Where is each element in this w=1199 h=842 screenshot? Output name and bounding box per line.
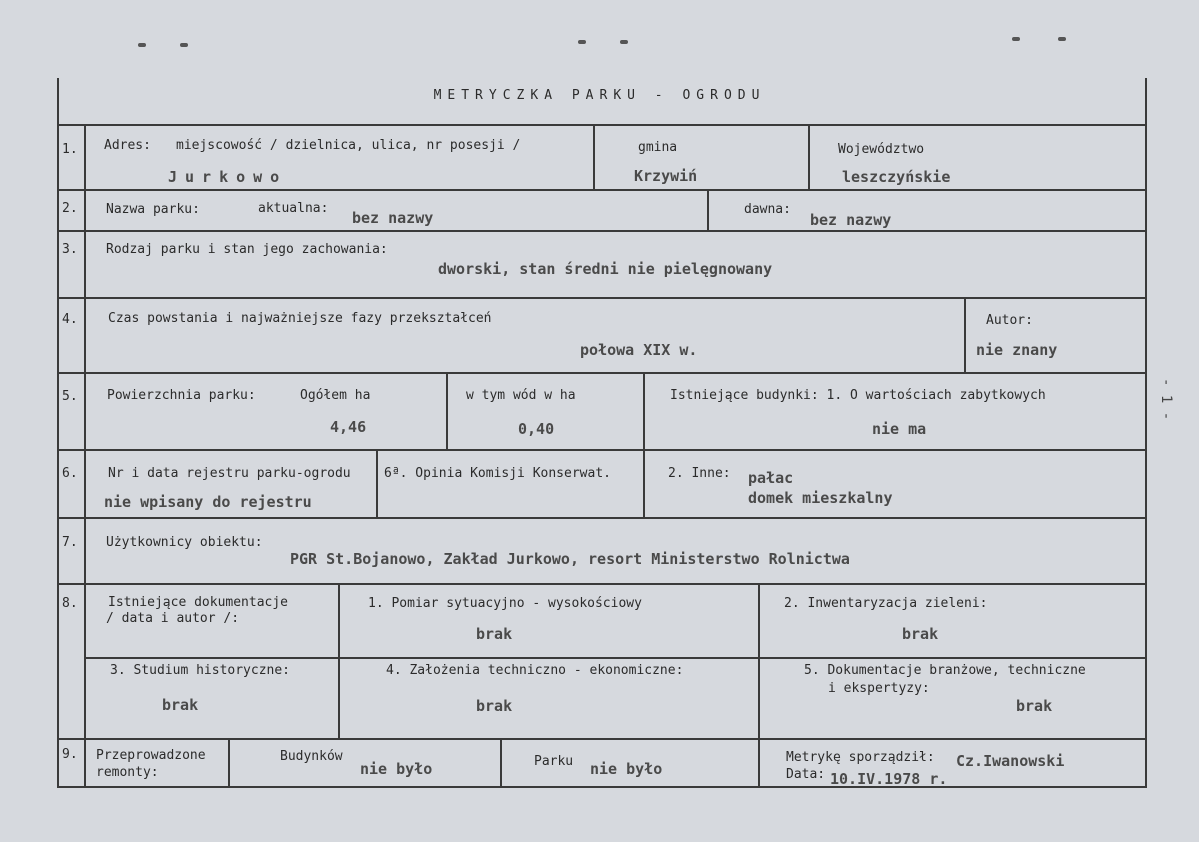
voivodeship-value: leszczyńskie — [842, 168, 951, 186]
park-name-label: Nazwa parku: — [106, 202, 200, 217]
page-number: - 1 - — [1158, 378, 1174, 421]
row-divider — [57, 372, 1147, 374]
punch-hole — [578, 40, 586, 44]
row-number: 9. — [62, 747, 78, 762]
author-value: nie znany — [976, 341, 1058, 359]
industry-docs-label-2: i ekspertyzy: — [828, 681, 930, 696]
punch-hole — [1058, 37, 1066, 41]
park-repair-value: nie było — [590, 760, 663, 778]
industry-docs-value: brak — [1016, 697, 1053, 715]
row-divider — [57, 449, 1147, 451]
row-number: 2. — [62, 201, 78, 216]
col-divider — [593, 124, 595, 189]
row-divider — [57, 189, 1147, 191]
col-divider — [707, 189, 709, 230]
col-divider — [643, 372, 645, 517]
row-number: 3. — [62, 242, 78, 257]
repairs-label-2: remonty: — [96, 765, 159, 780]
former-name-value: bez nazwy — [810, 211, 892, 229]
origin-label: Czas powstania i najważniejsze fazy przekształceń — [108, 311, 492, 326]
survey-value: brak — [476, 625, 513, 643]
gmina-label: gmina — [638, 140, 678, 155]
row-divider — [57, 583, 1147, 585]
water-area-value: 0,40 — [518, 420, 555, 438]
row-divider — [84, 657, 1147, 659]
col-divider — [338, 583, 340, 738]
row-number: 4. — [62, 312, 78, 327]
tech-economic-value: brak — [476, 697, 513, 715]
park-type-label: Rodzaj parku i stan jego zachowania: — [106, 242, 388, 257]
water-area-label: w tym wód w ha — [466, 388, 576, 403]
prepared-by-label: Metrykę sporządził: — [786, 750, 935, 765]
row-divider — [57, 738, 1147, 740]
gmina-value: Krzywiń — [634, 167, 698, 185]
col-divider — [758, 583, 760, 786]
frame-right — [1145, 78, 1147, 788]
register-value: nie wpisany do rejestru — [104, 493, 312, 511]
punch-hole — [620, 40, 628, 44]
buildings-value: nie ma — [872, 420, 927, 438]
voivodeship-label: Województwo — [838, 142, 925, 157]
current-name-label: aktualna: — [258, 201, 329, 216]
total-area-value: 4,46 — [330, 418, 367, 436]
history-study-label: 3. Studium historyczne: — [110, 663, 291, 678]
prepared-by-value: Cz.Iwanowski — [956, 752, 1065, 770]
frame-left — [57, 78, 59, 788]
col-divider — [228, 738, 230, 786]
address-label: Adres: — [104, 138, 151, 153]
document-title: METRYCZKA PARKU - OGRODU — [433, 88, 766, 103]
row-number: 6. — [62, 466, 78, 481]
punch-hole — [1012, 37, 1020, 41]
register-label: Nr i data rejestru parku-ogrodu — [108, 466, 351, 481]
buildings-label: Istniejące budynki: 1. O wartościach zabytkowych — [670, 388, 1046, 403]
row-divider — [57, 230, 1147, 232]
punch-hole — [180, 43, 188, 47]
area-label: Powierzchnia parku: — [107, 388, 256, 403]
opinion-label: 6ª. Opinia Komisji Konserwat. — [384, 466, 611, 481]
greenery-value: brak — [902, 625, 939, 643]
users-label: Użytkownicy obiektu: — [106, 535, 263, 550]
row-number: 7. — [62, 535, 78, 550]
other-buildings-label: 2. Inne: — [668, 466, 731, 481]
col-divider — [376, 449, 378, 517]
other-buildings-value-2: domek mieszkalny — [748, 489, 893, 507]
row-divider — [57, 297, 1147, 299]
row-divider — [57, 124, 1147, 126]
row-number: 1. — [62, 142, 78, 157]
date-value: 10.IV.1978 r. — [830, 770, 948, 788]
park-type-value: dworski, stan średni nie pielęgnowany — [438, 260, 773, 278]
row-number: 8. — [62, 596, 78, 611]
col-divider — [964, 297, 966, 372]
address-value: Jurkowo — [168, 168, 288, 186]
other-buildings-value-1: pałac — [748, 469, 794, 487]
author-label: Autor: — [986, 313, 1033, 328]
address-hint: miejscowość / dzielnica, ulica, nr posesji / — [176, 138, 521, 153]
documentation-label-2: / data i autor /: — [106, 611, 240, 626]
former-name-label: dawna: — [744, 202, 791, 217]
row-number: 5. — [62, 389, 78, 404]
users-value: PGR St.Bojanowo, Zakład Jurkowo, resort Ministerstwo Rolnictwa — [290, 550, 850, 568]
park-repair-label: Parku — [534, 754, 574, 769]
buildings-repair-label: Budynków — [280, 749, 343, 764]
col-divider — [500, 738, 502, 786]
punch-hole — [138, 43, 146, 47]
buildings-repair-value: nie było — [360, 760, 433, 778]
current-name-value: bez nazwy — [352, 209, 434, 227]
origin-value: połowa XIX w. — [580, 341, 698, 359]
industry-docs-label: 5. Dokumentacje branżowe, techniczne — [804, 663, 1086, 678]
history-study-value: brak — [162, 696, 199, 714]
documentation-label: Istniejące dokumentacje — [108, 595, 289, 610]
tech-economic-label: 4. Założenia techniczno - ekonomiczne: — [386, 663, 684, 678]
row-divider — [57, 786, 1147, 788]
col-divider — [808, 124, 810, 189]
survey-label: 1. Pomiar sytuacyjno - wysokościowy — [368, 596, 642, 611]
date-label: Data: — [786, 767, 826, 782]
repairs-label: Przeprowadzone — [96, 748, 206, 763]
number-column-divider — [84, 124, 86, 788]
row-divider — [57, 517, 1147, 519]
greenery-label: 2. Inwentaryzacja zieleni: — [784, 596, 988, 611]
col-divider — [446, 372, 448, 449]
total-area-label: Ogółem ha — [300, 388, 371, 403]
